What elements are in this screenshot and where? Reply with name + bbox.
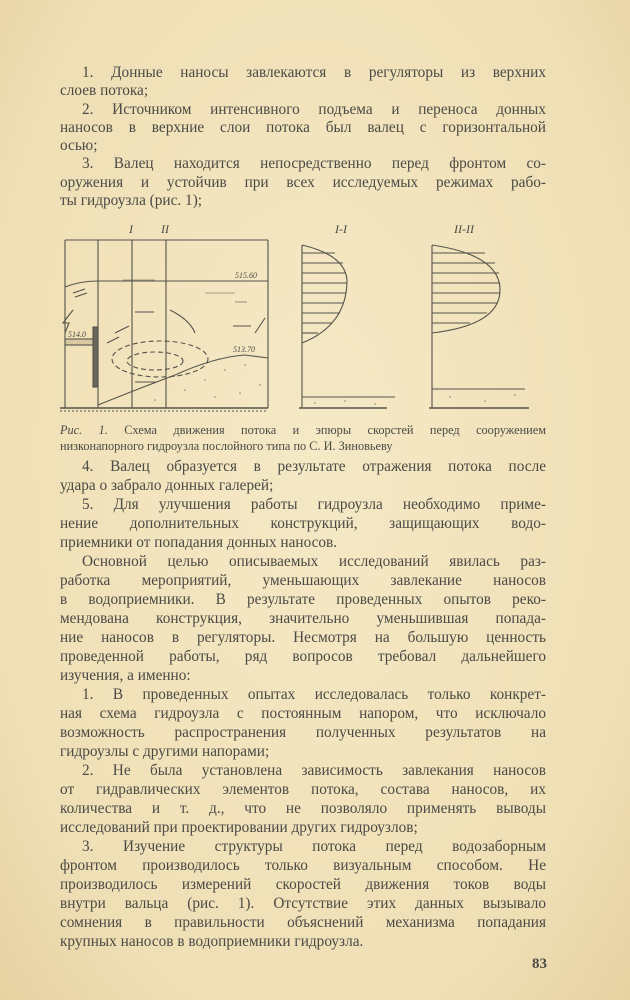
text-line: Основной целью описываемых исследований явилась раз- (82, 553, 546, 570)
caption-line-2: низконапорного гидроузла послойного типа по С. И. Зиновьеву (60, 439, 393, 453)
text-line: приемники от попадания донных наносов. (60, 534, 338, 551)
figure-caption (60, 422, 546, 454)
profile-i-curve (302, 245, 347, 343)
figure-flow-scheme (55, 215, 535, 420)
text-line: 5. Для улучшения работы гидроузла необходимо приме- (82, 496, 546, 513)
profile-ii-curve (432, 245, 500, 333)
text-line: слоев потока; (60, 82, 149, 100)
caption-prefix: Рис. 1. (60, 423, 108, 437)
text-line: крупных наносов в водоприемники гидроузла. (60, 933, 364, 950)
text-line: 4. Валец образуется в результате отражения потока после (82, 458, 546, 475)
text-line: в водоприемники. В результате проведенных опытов реко- (60, 591, 546, 608)
sediment-dots (154, 364, 516, 405)
text-line: возможность распространения полученных результатов на (60, 724, 546, 741)
text-line: сомнения в правильности объяснений механизма попадания (60, 914, 546, 931)
text-line: количества и т. д., что не позволяло применять выводы (60, 800, 546, 817)
text-line: работка мероприятий, уменьшающих завлекание наносов (60, 572, 546, 589)
caption-line-1: Схема движения потока и эпюры скорстей перед сооружением (124, 423, 546, 437)
elevation-label-surface: 515.60 (235, 271, 257, 280)
text-line: наносов в верхние слои потока был валец с горизонтальной (60, 118, 546, 136)
text-line: изучения, а именно: (60, 667, 191, 684)
text-line: производилось измерений скоростей движения токов воды (60, 876, 546, 893)
text-line: ная схема гидроузла с постоянным напором, что исключало (60, 705, 546, 722)
vortex-inner (127, 352, 183, 370)
gate-shield (93, 327, 98, 387)
profile-title-ii: II-II (454, 222, 474, 236)
text-line: от гидравлических элементов потока, состава наносов, их (60, 781, 546, 798)
vortex-outer (112, 341, 208, 377)
vortex-arrow (170, 310, 195, 333)
text-block-main (60, 457, 546, 951)
text-line: исследований при проектировании других гидроузлов; (60, 819, 418, 836)
text-line: 3. Изучение структуры потока перед водозаборным (82, 838, 546, 855)
profile-i-arrows (302, 253, 347, 333)
elevation-label-gate: 514.0 (68, 330, 86, 339)
text-line: 2. Не была установлена зависимость завлекания наносов (82, 762, 546, 779)
text-line: ты гидроузла (рис. 1); (60, 192, 203, 210)
text-line: 3. Валец находится непосредственно перед фронтом со- (82, 155, 546, 173)
text-line: нение дополнительных конструкций, защищающих водо- (60, 515, 546, 532)
text-line: мендована конструкция, значительно уменьшившая попада- (60, 610, 546, 627)
elevation-label-sediment: 513.70 (233, 345, 255, 354)
text-block-findings-1-3 (60, 64, 546, 210)
text-line: 2. Источником интенсивного подъема и переноса донных (82, 100, 546, 118)
text-line: оружения и устойчив при всех исследуемых режимах рабо- (60, 173, 546, 191)
page-number: 83 (532, 956, 547, 972)
text-line: 1. В проведенных опытах исследовалась только конкрет- (82, 686, 546, 703)
text-line: фронтом производилось только визуальным способом. Не (60, 857, 546, 874)
section-label-ii: II (161, 222, 169, 236)
text-line: осью; (60, 137, 98, 155)
profile-title-i: I-I (335, 222, 347, 236)
text-line: гидроузлы с другими напорами; (60, 743, 270, 760)
text-line: 1. Донные наносы завлекаются в регуляторы из верхних (82, 64, 546, 81)
text-line: удара о забрало донных галерей; (60, 477, 274, 494)
text-line: проведенной работы, ряд вопросов требовал дальнейшего (60, 648, 546, 665)
section-label-i: I (129, 222, 133, 236)
text-line: внутри вальца (рис. 1). Отсутствие этих данных вызывало (60, 895, 546, 912)
text-line: ние наносов в регуляторы. Несмотря на большую ценность (60, 629, 546, 646)
